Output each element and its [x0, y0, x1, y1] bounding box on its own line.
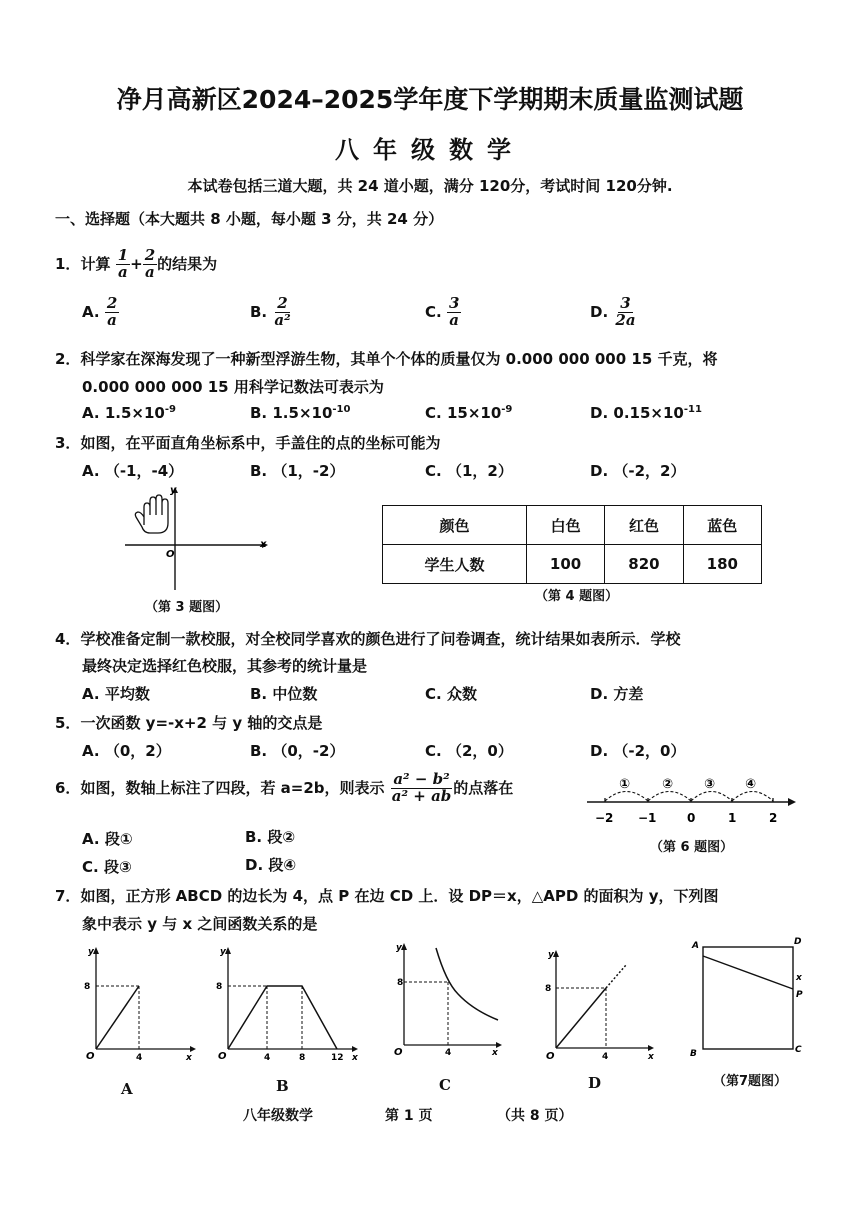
- function-line-extension: [606, 965, 626, 988]
- option-label: D.: [590, 302, 609, 321]
- y-axis-label: y: [220, 947, 226, 957]
- option-label: D.: [590, 404, 609, 422]
- x-tick-label: 4: [602, 1052, 609, 1062]
- numerator: 2: [106, 294, 118, 312]
- option-label: D.: [590, 462, 609, 480]
- option-label: C.: [425, 302, 442, 321]
- x-axis-label: x: [352, 1053, 358, 1062]
- denominator: a² + ab: [391, 786, 452, 805]
- origin-label: O: [218, 1051, 227, 1062]
- q4-figure-caption: （第 4 题图）: [535, 589, 619, 604]
- option-b[interactable]: [250, 683, 317, 704]
- y-axis-arrow: [225, 947, 231, 954]
- table-cell: 学生人数: [383, 545, 527, 584]
- question-text: 的结果为: [157, 254, 218, 273]
- fraction: [613, 296, 637, 329]
- vertex-a-label: A: [692, 941, 699, 951]
- option-text: （-2，0）: [613, 742, 686, 760]
- denominator: a: [449, 310, 460, 329]
- option-text: （-2，2）: [613, 462, 686, 480]
- option-a[interactable]: [82, 740, 171, 761]
- question-number: 5．: [55, 714, 81, 732]
- option-label: B.: [250, 742, 268, 760]
- question-1-stem: [55, 248, 217, 281]
- footer-page: 第 1 页: [385, 1108, 433, 1124]
- question-number: 3．: [55, 434, 81, 452]
- y-tick-label: 8: [545, 984, 552, 994]
- x-axis-label: x: [260, 539, 267, 550]
- x-tick-label: 4: [136, 1053, 143, 1062]
- q7-figure-caption: （第7题图）: [713, 1074, 788, 1089]
- option-label: C.: [425, 742, 442, 760]
- fraction: [143, 248, 157, 281]
- question-4-line1: [55, 628, 680, 649]
- option-label: C.: [425, 462, 442, 480]
- option-text: （1，-2）: [272, 462, 345, 480]
- y-axis-arrow: [553, 950, 559, 957]
- option-d[interactable]: [590, 740, 686, 761]
- function-line: [96, 986, 139, 1049]
- option-text: 15×10: [446, 404, 502, 422]
- color-survey-table: [382, 505, 762, 584]
- table-cell: 红色: [605, 506, 683, 545]
- segment-label-4: ④: [745, 777, 757, 792]
- number-line-arrow: [788, 798, 796, 806]
- x-tick-label: 8: [299, 1053, 306, 1062]
- option-c[interactable]: [425, 683, 477, 704]
- question-4-line2: 最终决定选择红色校服，其参考的统计量是: [82, 657, 368, 675]
- table-cell: 180: [683, 545, 761, 584]
- option-text: （0，2）: [104, 742, 171, 760]
- option-d[interactable]: [245, 854, 296, 875]
- origin-label: O: [546, 1051, 555, 1062]
- segment-arc-3: [691, 792, 732, 802]
- segment-ap: [703, 956, 793, 989]
- function-curve: [436, 948, 498, 1020]
- table-cell: 100: [526, 545, 604, 584]
- numerator: 2: [277, 294, 288, 312]
- graph-b-label: B: [276, 1077, 289, 1095]
- option-text: （1，2）: [446, 462, 513, 480]
- function-line: [228, 986, 337, 1049]
- exponent: -9: [501, 404, 513, 415]
- square-abcd: [703, 947, 793, 1049]
- question-text: 如图，正方形 ABCD 的边长为 4，点 P 在边 CD 上．设 DP＝x，△APD 的面积为 y，下列图: [80, 887, 719, 905]
- segment-arc-2: [648, 792, 691, 802]
- option-label: B.: [245, 828, 263, 846]
- option-b[interactable]: [250, 460, 344, 481]
- numerator: 2: [144, 246, 156, 264]
- option-c[interactable]: [425, 404, 512, 422]
- option-d[interactable]: [590, 296, 638, 329]
- x-tick-label: 12: [331, 1053, 344, 1062]
- footer-total: （共 8 页）: [497, 1108, 573, 1124]
- graph-d: [540, 945, 660, 1065]
- option-c[interactable]: [425, 740, 513, 761]
- origin-label: O: [394, 1047, 403, 1058]
- q6-figure-caption: （第 6 题图）: [650, 840, 734, 855]
- question-text: 的点落在: [453, 778, 514, 797]
- numerator: 1: [117, 246, 129, 264]
- tick-label: 0: [687, 811, 696, 825]
- option-a[interactable]: [82, 296, 119, 329]
- denominator: a: [118, 262, 128, 281]
- question-number: 1．: [55, 254, 81, 273]
- q3-coordinate-figure: [120, 485, 270, 595]
- table-cell: 820: [605, 545, 683, 584]
- option-text: 1.5×10: [272, 404, 333, 422]
- point-p-label: P: [796, 990, 803, 1000]
- question-2-line2: 0.000 000 000 15 用科学记数法可表示为: [82, 378, 384, 396]
- q6-number-line: [585, 770, 800, 830]
- vertex-b-label: B: [690, 1049, 697, 1059]
- y-tick-label: 8: [84, 982, 91, 992]
- numerator: 3: [448, 294, 460, 312]
- option-label: D.: [590, 685, 609, 703]
- q7-square-figure: [688, 932, 813, 1062]
- denominator: 2a: [615, 310, 636, 329]
- option-b[interactable]: [250, 404, 350, 422]
- table-cell: 蓝色: [683, 506, 761, 545]
- section-title: 一、选择题（本大题共 8 小题，每小题 3 分，共 24 分）: [55, 210, 444, 228]
- tick-label: 2: [769, 811, 778, 825]
- option-label: A.: [82, 742, 100, 760]
- option-b[interactable]: [250, 296, 293, 329]
- denominator: a: [107, 310, 117, 329]
- question-5-stem: [55, 712, 322, 733]
- option-b[interactable]: [250, 740, 344, 761]
- option-label: A.: [82, 685, 100, 703]
- option-d[interactable]: [590, 683, 643, 704]
- option-text: 方差: [613, 685, 644, 703]
- x-axis-label: x: [492, 1048, 498, 1058]
- option-label: C.: [425, 404, 442, 422]
- option-label: C.: [425, 685, 442, 703]
- y-axis-arrow: [93, 947, 99, 954]
- numerator: a² − b²: [393, 770, 450, 788]
- tick-label: −1: [638, 811, 657, 825]
- y-axis-label: y: [396, 943, 402, 953]
- option-a[interactable]: [82, 683, 150, 704]
- denominator: a: [145, 262, 155, 281]
- x-axis-label: x: [186, 1053, 192, 1062]
- plus-sign: +: [130, 254, 143, 273]
- option-text: （0，-2）: [272, 742, 345, 760]
- x-axis-label: x: [648, 1052, 654, 1062]
- question-7-line1: [55, 885, 719, 906]
- option-text: （2，0）: [446, 742, 513, 760]
- segment-arc-1: [605, 792, 648, 802]
- option-c[interactable]: [425, 460, 513, 481]
- y-axis-arrow: [401, 943, 407, 950]
- graph-d-label: D: [588, 1074, 602, 1092]
- y-tick-label: 8: [397, 978, 404, 988]
- option-text: 0.15×10: [613, 404, 684, 422]
- graph-b: [212, 942, 362, 1062]
- denominator: a²: [274, 310, 291, 329]
- exam-title: 净月高新区2024–2025学年度下学期期末质量监测试题: [116, 85, 744, 114]
- option-text: 中位数: [272, 685, 318, 703]
- vertex-c-label: C: [795, 1045, 802, 1055]
- option-label: C.: [82, 858, 99, 876]
- q3-figure-caption: （第 3 题图）: [145, 600, 229, 615]
- exponent: -9: [164, 404, 176, 415]
- option-d[interactable]: [590, 460, 686, 481]
- exam-subtitle: 八年级数学: [335, 136, 525, 164]
- question-text: 学校准备定制一款校服，对全校同学喜欢的颜色进行了问卷调查，统计结果如表所示．学校: [80, 630, 681, 648]
- footer-subject: 八年级数学: [243, 1108, 313, 1124]
- question-number: 4．: [55, 630, 81, 648]
- segment-arc-4: [732, 792, 773, 802]
- question-number: 7．: [55, 887, 81, 905]
- question-3-stem: [55, 432, 440, 453]
- option-a[interactable]: [82, 404, 176, 422]
- fraction: [116, 248, 130, 281]
- option-a[interactable]: [82, 460, 183, 481]
- y-axis-label: y: [88, 947, 94, 957]
- option-label: B.: [250, 302, 268, 321]
- origin-label: O: [166, 549, 175, 560]
- x-axis-arrow: [648, 1045, 654, 1051]
- question-7-line2: 象中表示 y 与 x 之间函数关系的是: [82, 915, 318, 933]
- option-text: 段④: [268, 856, 297, 874]
- question-text: 计算: [80, 254, 111, 273]
- option-label: B.: [250, 404, 268, 422]
- option-a[interactable]: [82, 828, 133, 849]
- exam-note: 本试卷包括三道大题，共 24 道小题，满分 120分，考试时间 120分钟.: [187, 177, 673, 195]
- exponent: -11: [683, 404, 702, 415]
- question-text: 如图，在平面直角坐标系中，手盖住的点的坐标可能为: [80, 434, 441, 452]
- numerator: 3: [620, 294, 631, 312]
- option-label: A.: [82, 302, 100, 321]
- question-6-stem: [55, 772, 513, 805]
- question-text: 科学家在深海发现了一种新型浮游生物，其单个个体的质量仅为 0.000 000 000 15 千克，将: [80, 350, 718, 368]
- graph-c: [388, 938, 508, 1058]
- option-c[interactable]: [82, 856, 132, 877]
- option-text: 段③: [103, 858, 132, 876]
- table-cell: 颜色: [383, 506, 527, 545]
- fraction: [105, 296, 119, 329]
- fraction: [447, 296, 461, 329]
- fraction: [272, 296, 292, 329]
- question-text: 如图，数轴上标注了四段，若 a=2b，则表示: [80, 778, 385, 797]
- graph-a: [80, 942, 200, 1062]
- question-number: 6．: [55, 778, 81, 797]
- option-label: A.: [82, 404, 100, 422]
- option-label: D.: [590, 742, 609, 760]
- table-cell: 白色: [526, 506, 604, 545]
- length-x-label: x: [796, 973, 802, 983]
- question-2-line1: [55, 348, 718, 369]
- fraction: [390, 772, 454, 805]
- graph-c-label: C: [439, 1076, 451, 1094]
- question-text: 一次函数 y=-x+2 与 y 轴的交点是: [80, 714, 323, 732]
- option-d[interactable]: [590, 404, 702, 422]
- segment-label-2: ②: [662, 777, 674, 792]
- option-text: 平均数: [104, 685, 150, 703]
- x-tick-label: 4: [264, 1053, 271, 1062]
- option-c[interactable]: [425, 296, 461, 329]
- segment-label-3: ③: [704, 777, 716, 792]
- tick-label: 1: [728, 811, 737, 825]
- exponent: -10: [332, 404, 351, 415]
- option-label: B.: [250, 685, 268, 703]
- option-label: B.: [250, 462, 268, 480]
- origin-label: O: [86, 1051, 95, 1062]
- x-tick-label: 4: [445, 1048, 452, 1058]
- table-row: [383, 545, 762, 584]
- graph-a-label: A: [121, 1080, 133, 1098]
- option-label: D.: [245, 856, 264, 874]
- x-axis-arrow: [190, 1046, 196, 1052]
- option-text: 段①: [104, 830, 133, 848]
- option-text: 众数: [446, 685, 477, 703]
- y-axis-label: y: [548, 950, 554, 960]
- option-label: A.: [82, 830, 100, 848]
- table-header-row: [383, 506, 762, 545]
- question-number: 2．: [55, 350, 81, 368]
- x-axis-arrow: [352, 1046, 358, 1052]
- option-label: A.: [82, 462, 100, 480]
- option-text: 1.5×10: [104, 404, 165, 422]
- segment-label-1: ①: [619, 777, 631, 792]
- function-line: [556, 988, 606, 1048]
- option-b[interactable]: [245, 826, 295, 847]
- vertex-d-label: D: [794, 937, 802, 947]
- y-tick-label: 8: [216, 982, 223, 992]
- hand-icon: [135, 495, 168, 533]
- option-text: 段②: [267, 828, 296, 846]
- tick-label: −2: [595, 811, 614, 825]
- option-text: （-1，-4）: [104, 462, 184, 480]
- y-axis-label: y: [170, 485, 177, 496]
